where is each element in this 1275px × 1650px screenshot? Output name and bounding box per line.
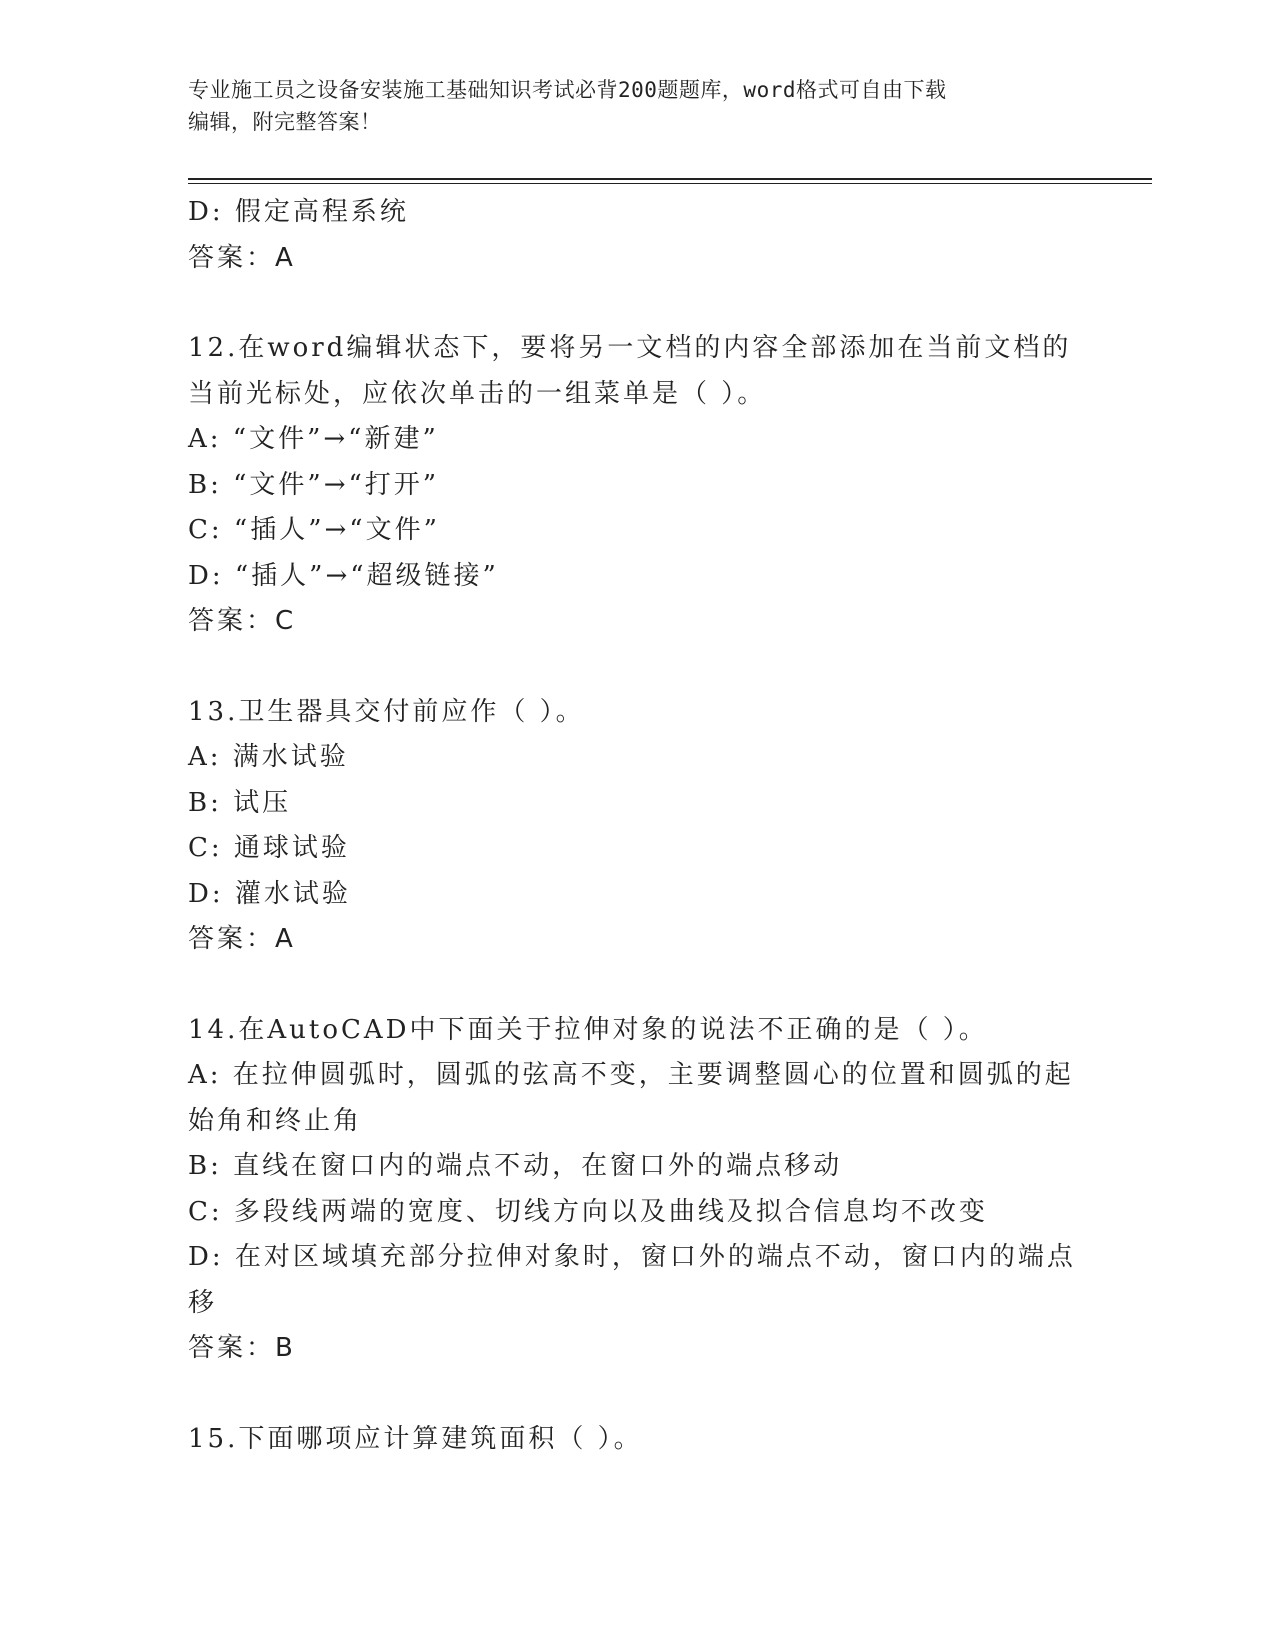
question-11-tail (188, 190, 1088, 281)
option-d: D: “插人”→“超级链接” (188, 560, 499, 591)
question-text: 13.卫生器具交付前应作（ ）。 (188, 696, 585, 727)
option-a-line-1: A: 在拉伸圆弧时，圆弧的弦高不变，主要调整圆心的位置和圆弧的起 (188, 1060, 1074, 1090)
option-c: C: 通球试验 (188, 833, 350, 863)
header-divider-thin (188, 183, 1152, 184)
document-body (188, 190, 1088, 1462)
question-14 (188, 1008, 1088, 1372)
question-text: 15.下面哪项应计算建筑面积（ ）。 (188, 1423, 643, 1454)
option-a-line-2: 始角和终止角 (188, 1105, 363, 1136)
header-line-2: 编辑，附完整答案！ (188, 110, 382, 134)
option-a: A: “文件”→“新建” (188, 424, 439, 454)
option-b: B: 试压 (188, 787, 292, 818)
question-15 (188, 1417, 1088, 1463)
answer-line: 答案：B (188, 1333, 296, 1363)
option-c: C: 多段线两端的宽度、切线方向以及曲线及拟合信息均不改变 (188, 1196, 988, 1227)
option-d-line-1: D: 在对区域填充部分拉伸对象时，窗口外的端点不动，窗口内的端点 (188, 1242, 1076, 1272)
answer-line: 答案：A (188, 924, 296, 954)
option-b: B: 直线在窗口内的端点不动，在窗口外的端点移动 (188, 1151, 843, 1181)
question-text: 14.在AutoCAD中下面关于拉伸对象的说法不正确的是（ ）。 (188, 1014, 988, 1045)
answer-line: 答案：C (188, 606, 297, 636)
document-header (188, 74, 1088, 138)
option-c: C: “插人”→“文件” (188, 515, 440, 545)
question-13 (188, 690, 1088, 963)
answer-line: 答案：A (188, 242, 296, 273)
option-a: A: 满水试验 (188, 742, 349, 772)
question-12 (188, 326, 1088, 645)
option-b: B: “文件”→“打开” (188, 469, 440, 500)
question-text-line-2: 当前光标处，应依次单击的一组菜单是（ ）。 (188, 378, 767, 409)
option-d: D: 灌水试验 (188, 878, 351, 909)
header-divider-thick (188, 178, 1152, 180)
option-d-line-2: 移 (188, 1287, 218, 1318)
question-text-line-1: 12.在word编辑状态下，要将另一文档的内容全部添加在当前文档的 (188, 333, 1072, 363)
header-line-1: 专业施工员之设备安装施工基础知识考试必背200题题库，word格式可自由下载 (188, 78, 947, 102)
option-d: D: 假定高程系统 (188, 197, 409, 227)
